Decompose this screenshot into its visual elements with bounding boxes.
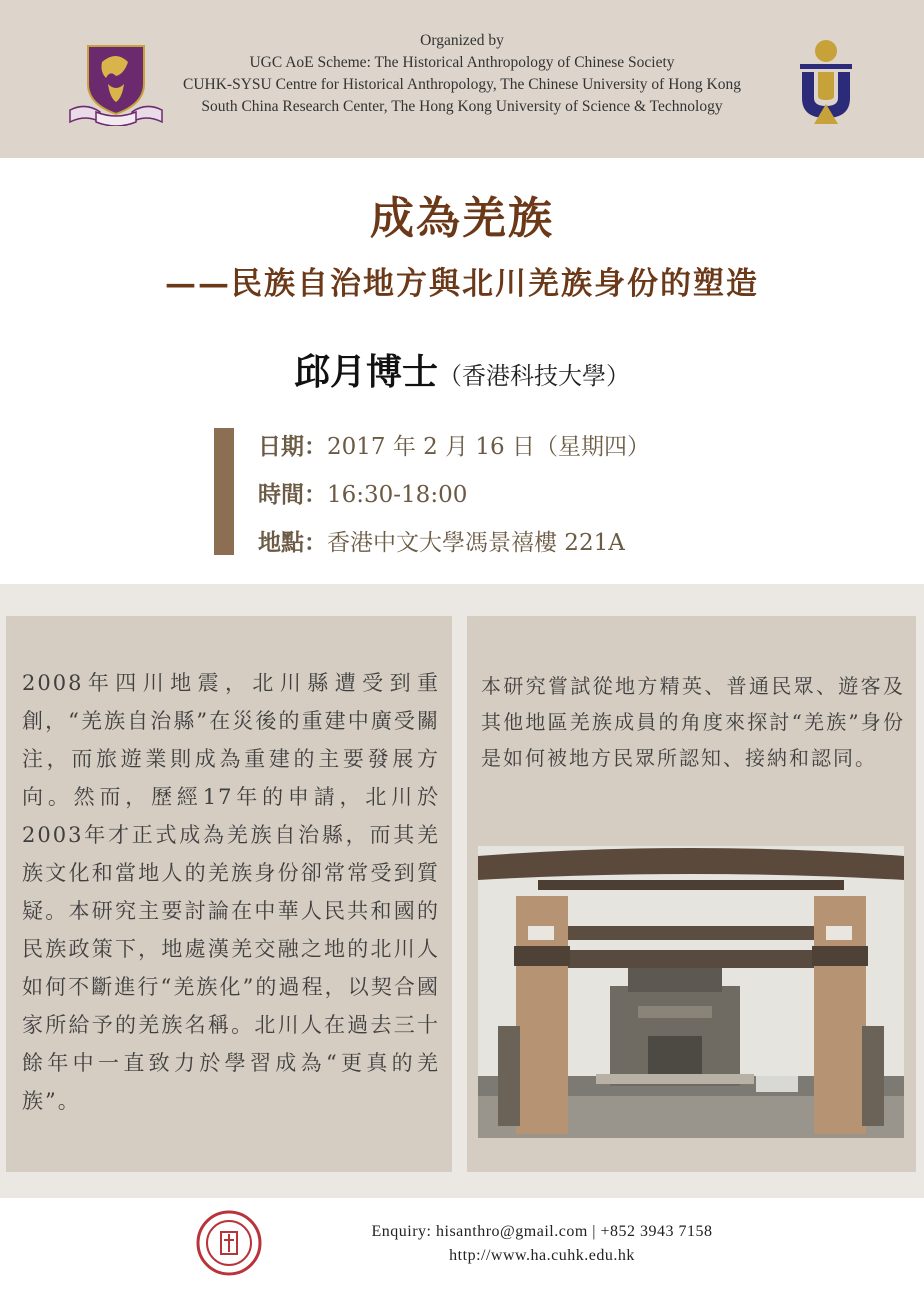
- venue-line: [258, 524, 625, 557]
- date-line: [258, 428, 650, 461]
- organized-by-label: Organized by: [420, 32, 504, 49]
- time-label: 時間：: [258, 481, 327, 508]
- date-label: 日期：: [258, 433, 327, 460]
- info-accent-bar: [214, 428, 234, 555]
- venue-label: 地點：: [258, 529, 327, 556]
- organizer-block: [160, 30, 764, 118]
- organizer-line-1: UGC AoE Scheme: The Historical Anthropology of Chinese Society: [249, 54, 675, 71]
- date-value: 2017 年 2 月 16 日（星期四）: [327, 434, 650, 460]
- speaker-line: [0, 344, 924, 395]
- beichuan-gate-photo: [478, 846, 904, 1138]
- footer-contact: [270, 1220, 814, 1268]
- hkust-logo: [796, 38, 856, 126]
- speaker-name: 邱月博士: [293, 351, 438, 393]
- speaker-affiliation: （香港科技大學）: [438, 362, 630, 390]
- time-line: [258, 476, 467, 509]
- abstract-left-text: 2008年四川地震，北川縣遭受到重創，“羌族自治縣”在災後的重建中廣受關注，而旅遊業則成為重建的主要發展方向。然而，歷經17年的申請，北川於2003年才正式成為羌族自治縣，而其羌族文化和當地人的羌族身份卻常常受到質疑。本研究主要討論在中華人民共和國的民族政策下，地處漢羌交融之地的北川人如何不斷進行“羌族化”的過程，以契合國家所給予的羌族名稱。北川人在過去三十餘年中一直致力於學習成為“更真的羌族”。: [22, 671, 440, 1113]
- time-value: 16:30-18:00: [327, 482, 468, 508]
- organizer-line-3: South China Research Center, The Hong Kong University of Science & Technology: [201, 98, 723, 115]
- event-title: 成為羌族: [370, 193, 554, 244]
- historical-anthropology-seal-logo: [196, 1210, 262, 1276]
- event-subtitle: ——民族自治地方與北川羌族身份的塑造: [165, 266, 759, 302]
- venue-value: 香港中文大學馮景禧樓 221A: [327, 530, 625, 556]
- abstract-right-text: 本研究嘗試從地方精英、普通民眾、遊客及其他地區羌族成員的角度來探討“羌族”身份是如何被地方民眾所認知、接納和認同。: [481, 674, 905, 770]
- cuhk-crest-logo: [66, 40, 166, 126]
- organizer-line-2: CUHK-SYSU Centre for Historical Anthropology, The Chinese University of Hong Kong: [183, 76, 741, 93]
- website-link[interactable]: http://www.ha.cuhk.edu.hk: [449, 1247, 635, 1264]
- enquiry-text: Enquiry: hisanthro@gmail.com | +852 3943 7158: [371, 1223, 713, 1240]
